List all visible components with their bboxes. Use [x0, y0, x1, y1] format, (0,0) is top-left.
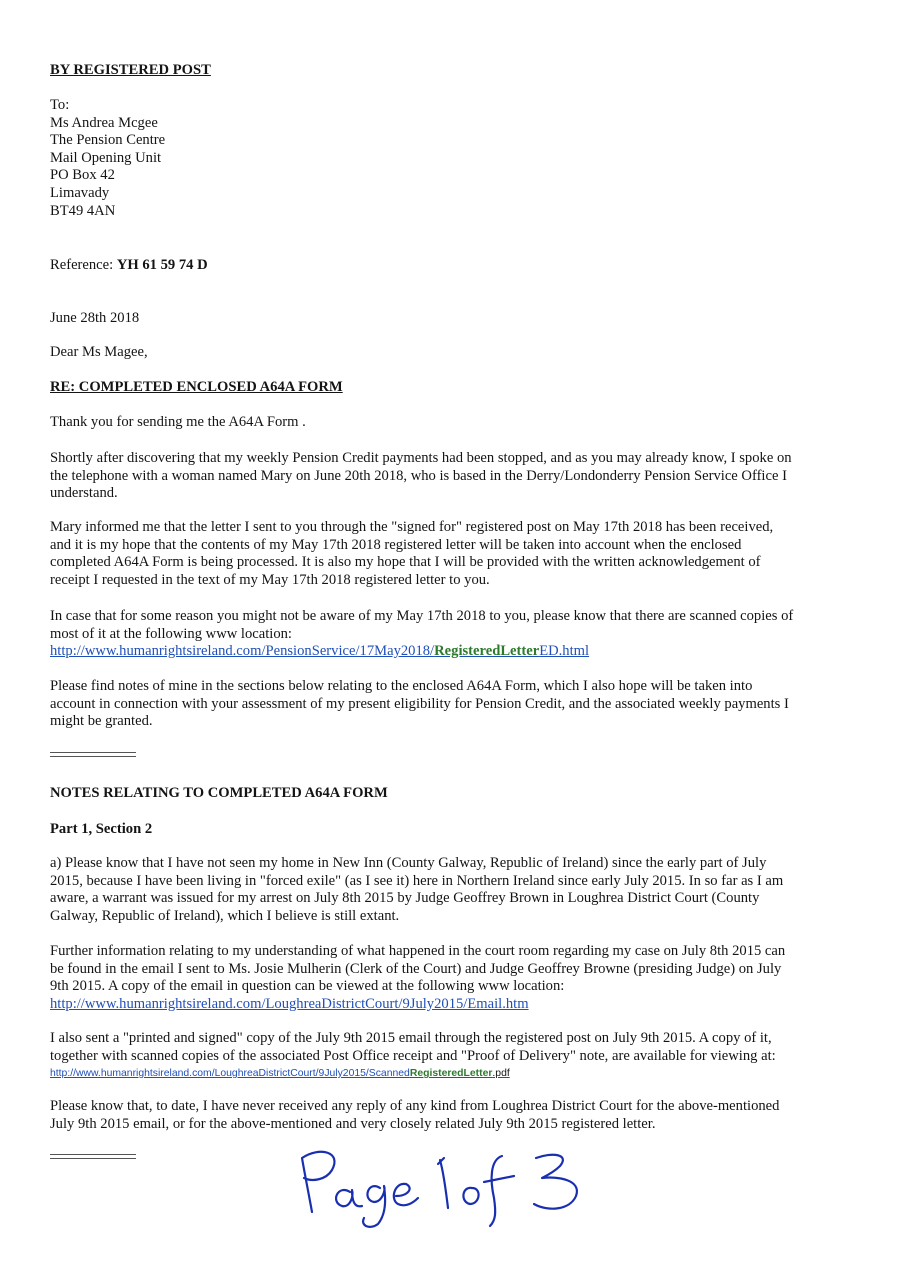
paragraph-line: In case that for some reason you might not be aware of my May 17th 2018 to you, please know that there are scanned copies of	[50, 608, 794, 624]
paragraph-line: Shortly after discovering that my weekly Pension Credit payments had been stopped, and as you may already know, I spoke on	[50, 450, 792, 466]
paragraph-line: most of it at the following www location:	[50, 625, 292, 642]
paragraph-letter-received	[50, 519, 850, 589]
paragraph-forced-exile	[50, 855, 850, 925]
paragraph-line: receipt I requested in the text of my May 17th 2018 registered letter to you.	[50, 571, 490, 588]
address-line: Mail Opening Unit	[50, 149, 162, 166]
paragraph-line: aware, a warrant was issued for my arrest on July 8th 2015 by Judge Geoffrey Brown in Loughrea District Court (County	[50, 890, 760, 907]
link-suffix: ED.html	[539, 643, 590, 660]
reference-value: YH 61 59 74 D	[116, 257, 208, 273]
address-line: Ms Andrea Mcgee	[50, 114, 158, 131]
reference	[50, 257, 850, 275]
paragraph-line: Galway, Republic of Ireland), which I believe is still extant.	[50, 907, 400, 924]
paragraph-line: account in connection with your assessment of my present eligibility for Pension Credit, and the associated weekly payments I	[50, 695, 789, 712]
pension-service-link[interactable]	[50, 643, 850, 661]
paragraph-line: July 9th 2015 email, or for the above-mentioned and very closely related July 9th 2015 registered letter.	[50, 1115, 656, 1132]
paragraph-line: might be granted.	[50, 713, 153, 730]
link-prefix: http://www.humanrightsireland.com/PensionService/17May2018/	[50, 643, 435, 660]
link-prefix: http://www.humanrightsireland.com/LoughreaDistrictCourt/9July2015/Scanned	[50, 1068, 410, 1080]
notes-heading: NOTES RELATING TO COMPLETED A64A FORM	[50, 785, 388, 801]
paragraph-line: 2015, because I have been living in "forced exile" (as I see it) here in Northern Ireland since early July 2015. In so far as I am	[50, 872, 784, 889]
paragraph-line: Further information relating to my understanding of what happened in the court room regarding my case on July 8th 2015 can	[50, 943, 786, 959]
paragraph-line: Please know that, to date, I have never received any reply of any kind from Loughrea District Court for the above-mentioned	[50, 1098, 780, 1114]
separator	[50, 1154, 136, 1155]
address-line: PO Box 42	[50, 167, 115, 184]
paragraph-line: a) Please know that I have not seen my home in New Inn (County Galway, Republic of Ireland) since the early part of July	[50, 855, 767, 871]
paragraph-notes-intro	[50, 678, 850, 731]
link-highlight: RegisteredLetter	[409, 1068, 493, 1080]
scanned-letter-link[interactable]	[50, 1065, 850, 1083]
paragraph-line: be found in the email I sent to Ms. Josie Mulherin (Clerk of the Court) and Judge Geoffrey Browne (presiding Judge) on July	[50, 960, 782, 977]
paragraph-line: I also sent a "printed and signed" copy of the July 9th 2015 email through the registered post on July 9th 2015. A copy of it,	[50, 1030, 772, 1046]
address-line: The Pension Centre	[50, 132, 166, 149]
reference-label: Reference:	[50, 257, 117, 273]
handwritten-page-note	[290, 1140, 600, 1230]
post-type-heading: BY REGISTERED POST	[50, 62, 211, 78]
paragraph-no-reply	[50, 1098, 850, 1133]
section-heading: Part 1, Section 2	[50, 821, 153, 837]
paragraph-phone-call	[50, 450, 850, 503]
address-line: Limavady	[50, 184, 110, 201]
link-highlight: RegisteredLetter	[434, 643, 540, 660]
paragraph-line: the telephone with a woman named Mary on June 20th 2018, who is based in the Derry/Londonderry Pension Service Office I	[50, 467, 787, 484]
link-suffix: .pdf	[492, 1068, 510, 1080]
recipient-address	[50, 97, 850, 220]
separator	[50, 1158, 136, 1159]
salutation: Dear Ms Magee,	[50, 344, 148, 360]
subject-line: RE: COMPLETED ENCLOSED A64A FORM	[50, 379, 343, 395]
separator	[50, 756, 136, 757]
paragraph-line: Please find notes of mine in the sections below relating to the enclosed A64A Form, which I also hope will be taken into	[50, 678, 753, 694]
paragraph-line: understand.	[50, 485, 118, 502]
paragraph-court-email	[50, 943, 850, 1013]
paragraph-line: completed A64A Form is being processed. It is also my hope that I will be provided with the written acknowledgement of	[50, 554, 761, 571]
paragraph-line: Mary informed me that the letter I sent to you through the "signed for" registered post on May 17th 2018 has been received,	[50, 519, 774, 535]
paragraph-thanks: Thank you for sending me the A64A Form .	[50, 414, 306, 430]
paragraph-registered-copy	[50, 1030, 850, 1083]
paragraph-line: and it is my hope that the contents of my May 17th 2018 registered letter will be taken into account when the enclosed	[50, 536, 742, 553]
paragraph-scanned-copies	[50, 608, 850, 661]
letter-date: June 28th 2018	[50, 310, 140, 326]
separator	[50, 752, 136, 753]
paragraph-line: together with scanned copies of the associated Post Office receipt and "Proof of Delivery" note, are available for viewing at:	[50, 1047, 776, 1064]
paragraph-line: 9th 2015. A copy of the email in question can be viewed at the following www location:	[50, 978, 565, 995]
address-line: To:	[50, 97, 70, 113]
address-line: BT49 4AN	[50, 202, 116, 219]
court-email-link[interactable]: http://www.humanrightsireland.com/LoughreaDistrictCourt/9July2015/Email.htm	[50, 995, 529, 1012]
